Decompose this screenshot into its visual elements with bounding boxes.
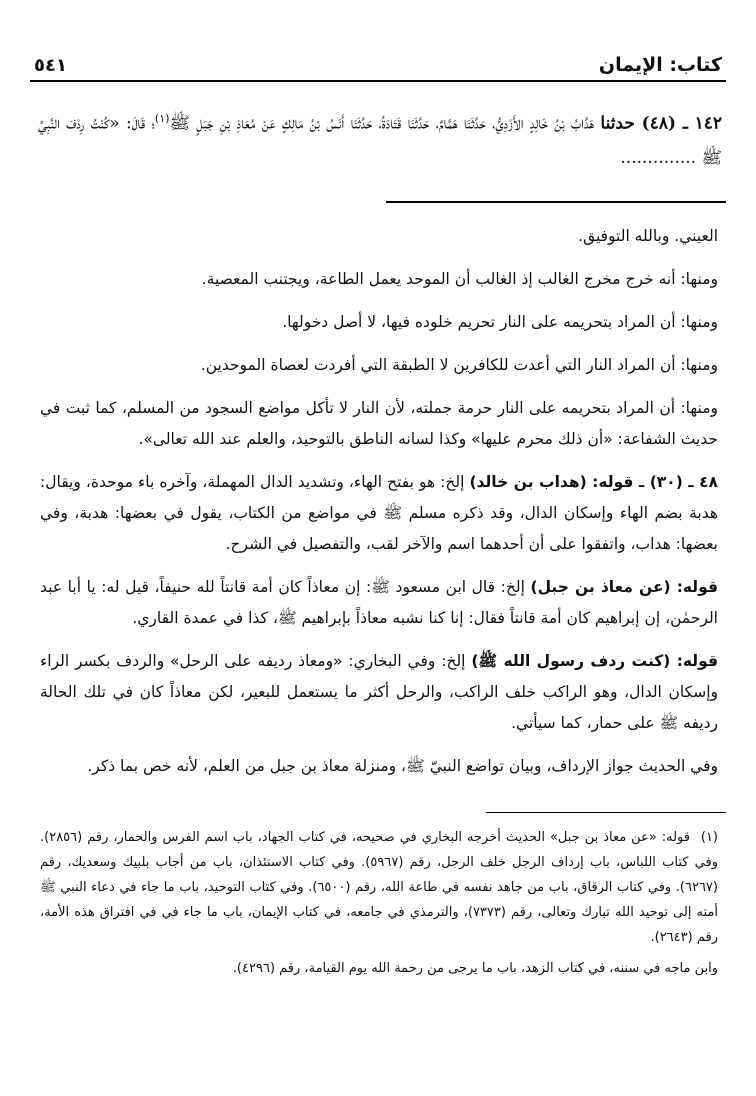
book-page [30, 42, 726, 987]
paragraph-lead: ٤٨ ـ (٣٠) ـ قوله: (هداب بن خالد) [469, 472, 718, 491]
paragraph-lead: قوله: (عن معاذ بن جبل) [530, 577, 718, 596]
footnote-number: (١) [700, 829, 718, 845]
paragraph-text: ومنها: أن المراد بتحريمه على النار حرمة جملته، لأن النار لا تأكل مواضع السجود من المسلم، كما ثبت في حديث الشفاعة: «أن ذلك محرم عليها» وكذا لسانه الناطق بالتوحيد، والعلم عند الله تعالى». [40, 398, 718, 448]
commentary-paragraph [40, 751, 718, 782]
section-divider [386, 201, 726, 203]
footnote-divider [486, 812, 726, 813]
commentary-paragraph [40, 646, 718, 739]
commentary [30, 221, 726, 782]
commentary-paragraph [40, 350, 718, 381]
paragraph-text: إلخ: هو بفتح الهاء، وتشديد الدال المهملة، وآخره باء موحدة، ويقال: هدبة بضم الهاء وإسكان الدال، وقد ذكره مسلم ﷺ في مواضع من الكتاب، يقول في بعضها: هدبة، وفي بعضها: هداب، واتفقوا على أن أحدهما اسم والآخر لقب، والتفصيل في الشرح. [40, 472, 718, 553]
footnote-text: قوله: «عن معاذ بن جبل» الحديث أخرجه البخاري في صحيحه، في كتاب الجهاد، باب اسم الفرس والحمار، رقم (٢٨٥٦). وفي كتاب اللباس، باب إرداف الرجل خلف الرجل، رقم (٥٩٦٧). وفي كتاب الاستئذان، باب من أجاب بلبيك وسعديك، رقم (٦٢٦٧). وفي كتاب الرقاق، باب من جاهد نفسه في طاعة الله، رقم (٦٥٠٠). وفي كتاب التوحيد، باب ما جاء في دعاء النبي ﷺ أمته إلى توحيد الله تبارك وتعالى، رقم (٧٣٧٣)، والترمذي في جامعه، في كتاب الإيمان، باب ما جاء في في افتراق هذه الأمة، رقم (٢٦٤٣). [40, 829, 719, 945]
commentary-paragraph [40, 307, 718, 338]
commentary-paragraph [40, 264, 718, 295]
paragraph-text: إلخ: وفي البخاري: «ومعاذ رديفه على الرحل» والردف بكسر الراء وإسكان الدال، وهو الراكب خلف الراكب، والرحل أكثر ما يستعمل للبعير، لكن معاذاً كان في تلك الحالة رديفه ﷺ على حمار، كما سيأتي. [40, 651, 718, 732]
page-number: ٥٤١ [34, 55, 67, 76]
hadith-matn: ؛ قَالَ: «كُنْتُ رِدْفَ النَّبِيِّ ﷺ .............. [38, 113, 722, 168]
paragraph-text: ومنها: أنه خرج مخرج الغالب إذ الغالب أن الموحد يعمل الطاعة، ويجتنب المعصية. [201, 269, 718, 288]
book-title: كتاب: الإيمان [598, 54, 722, 76]
paragraph-text: وفي الحديث جواز الإرداف، وبيان تواضع النبيّ ﷺ، ومنزلة معاذ بن جبل من العلم، لأنه خص بما ذكر. [87, 756, 718, 775]
commentary-paragraph [40, 393, 718, 455]
page-header [30, 42, 726, 80]
paragraph-text: العيني. وبالله التوفيق. [578, 226, 718, 245]
hadith-number: ١٤٢ ـ (٤٨) حدثنا [600, 113, 723, 134]
commentary-paragraph [40, 467, 718, 560]
paragraph-lead: قوله: (كنت ردف رسول الله ﷺ) [471, 651, 718, 670]
footnote-reference[interactable]: (١) [154, 112, 170, 125]
footnote-continuation: وابن ماجه في سننه، في كتاب الزهد، باب ما يرجى من رحمة الله يوم القيامة، رقم (٤٢٩٦). [232, 960, 718, 976]
hadith-chain: هَدَّابُ بْنُ خَالِدٍ الأَزْدِيُّ، حَدَّثَنَا هَمَّامٌ، حَدَّثَنَا قَتَادَةُ، حَدَّثَنَا أَنَسُ بْنُ مَالِكٍ عَنْ مُعَاذِ بْنِ جَبَلٍ ﷺ [169, 113, 595, 134]
footnote-item [40, 825, 718, 950]
footnotes [30, 825, 726, 981]
hadith-text [30, 102, 726, 175]
commentary-paragraph [40, 221, 718, 252]
paragraph-text: ومنها: أن المراد بتحريمه على النار تحريم خلوده فيها، لا أصل دخولها. [282, 312, 718, 331]
paragraph-text: إلخ: قال ابن مسعود ﷺ: إن معاذاً كان أمة قانتاً لله حنيفاً، قيل له: يا أبا عبد الرحمٰن، إن إبراهيم كان أمة قانتاً فقال: إنا كنا نشبه معاذاً بإبراهيم ﷺ، كذا في عمدة القاري. [40, 577, 718, 627]
paragraph-text: ومنها: أن المراد النار التي أعدت للكافرين لا الطبقة التي أفردت لعصاة الموحدين. [200, 355, 718, 374]
header-divider [30, 80, 726, 82]
commentary-paragraph [40, 572, 718, 634]
